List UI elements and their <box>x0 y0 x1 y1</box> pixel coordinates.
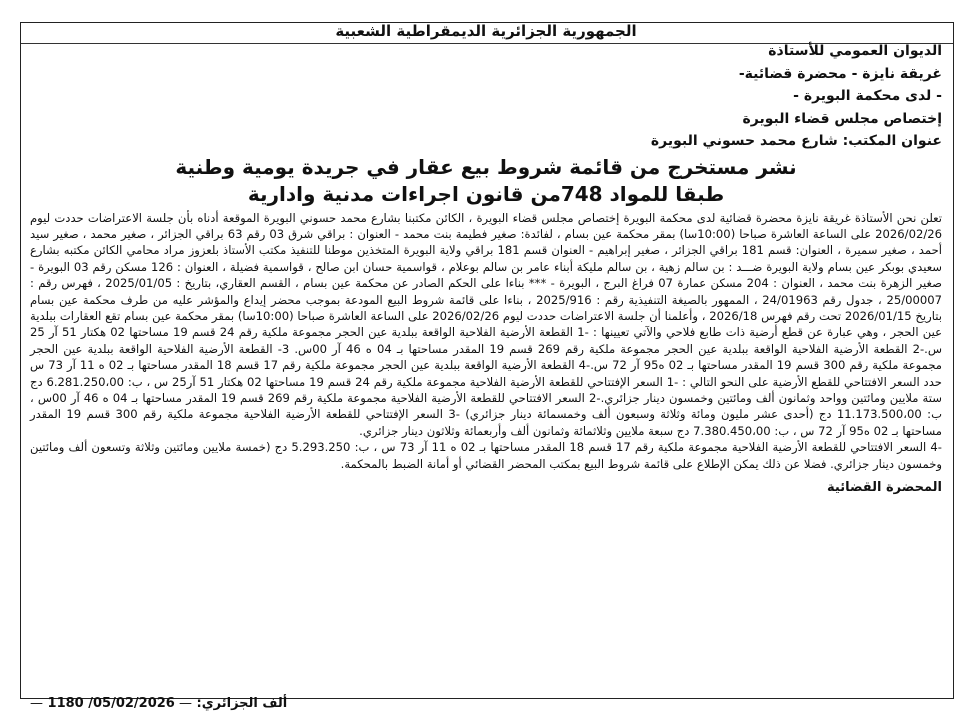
notice-subheadline: طبقا للمواد 748من قانون اجراءات مدنية وادارية <box>247 181 725 206</box>
bailiff-name: غريقة نايزة - محضرة قضائية- <box>738 65 942 82</box>
signature-label: المحضرة القضائية <box>827 480 942 495</box>
notice-body <box>30 210 942 473</box>
jurisdiction: إختصاص مجلس قضاء البويرة <box>742 110 942 127</box>
office-name: الديوان العمومي للأستاذة <box>768 43 942 59</box>
office-address: عنوان المكتب: شارع محمد حسوني البويرة <box>650 133 942 149</box>
court-name: - لدى محكمة البويرة - <box>793 88 942 104</box>
body-paragraph: تعلن نحن الأستاذة غريقة نايزة محضرة قضائية لدى محكمة البويرة إختصاص مجلس قضاء البويرة ، الكائن مكتبنا بشارع محمد حسوني البويرة الموقعة أدناه بأن جلسة الاعتراضات حددت ليوم 2026/02/26 على الساعة العاشرة صباحا (10:00سا) بمقر محكمة عين بسام ، لفائدة: صغير فطيمة بنت محمد - العنوان : براقي شرق 03 رقم 63 براقي الجزائر ، صغير محمد ، صغير سيد أحمد ، صغير سميرة ، العنوان: قسم 181 براقي الجزائر ، صغير إبراهيم - العنوان قسم 181 براقي ولاية البويرة المتخذين موطنا للتنفيذ مكتب الأستاذ بلعزوز مراد محامي الكائن مكتبه بشارع سعيدي بوبكر عين بسام ولاية البويرة ضـــد : بن سالم زهية ، بن سالم مليكة أبناء عامر بن سالم بوعلام ، قواسمية حسان ابن صالح ، قواسمية فضيلة ، العنوان : 126 مسكن رقم 03 البويرة - صغير الزهرة بنت محمد ، العنوان : 204 مسكن عمارة 07 فراغ البرج ، البويرة - *** بناءا على الحكم الصادر عن محكمة عين بسام ، القسم العقاري، بتاريخ : 2025/01/05 ، فهرس رقم : 25/00007 ، جدول رقم 24/01963 ، الممهور بالصيغة التنفيذية رقم : 2025/916 ، بناءا على قائمة شروط البيع المودعة بموجب محضر إيداع والمؤشر عليه من طرف محكمة عين بسام بتاريخ 2026/01/15 تحت رقم فهرس 2026/18 ، وأعلمنا أن جلسة الاعتراضات حددت ليوم 2026/02/26 على الساعة العاشرة صباحا (10:00سا) بمقر محكمة عين بسام تقع العقارات ببلدية عين الحجر ، وهي عبارة عن قطع أرضية ذات طابع فلاحي والآتي تعيينها : -1 القطعة الأرضية الفلاحية الواقعة ببلدية عين الحجر مجموعة ملكية رقم 24 قسم 19 مساحتها 02 هكتار 51 آر 25 س.-2 القطعة الأرضية الفلاحية الواقعة ببلدية عين الحجر مجموعة ملكية رقم 269 قسم 19 المقدر مساحتها بـ 04 ه 46 آر 00س. 3- القطعة الأرضية الفلاحية الواقعة ببلدية عين الحجر مجموعة ملكية رقم 300 قسم 19 المقدر مساحتها بـ 02 ه95 آر 72 س.-4 القطعة الأرضية الواقعة ببلدية عين الحجر مجموعة ملكية رقم 17 قسم 18 المقدر مساحتها بـ 02 ه 11 آر 73 س حدد السعر الافتتاحي للقطع الأرضية على النحو التالي : -1 السعر الإفتتاحي للقطعة الأرضية الفلاحية مجموعة ملكية رقم 24 قسم 19 مساحتها 02 هكتار 51 آر25 س ، ب: 6.281.250،00 دج ستة ملايين ومائتين وواحد وثمانون ألف ومائتين وخمسون دينار جزائري.-2 السعر الافتتاحي للقطعة الأرضية الفلاحية مجموعة ملكية رقم 269 قسم 19 المقدر مساحتها بـ 04 ه 46 آر 00س ، ب: 11.173.500،00 دج (أحدى عشر مليون ومائة وثلاثة وسبعون ألف وخمسمائة دينار جزائري) -3 السعر الإفتتاحي للقطعة الأرضية الفلاحية مجموعة ملكية رقم 300 قسم 19 المقدر مساحتها بـ 02 ه95 آر 72 س ، ب: 7.380.450،00 دج سبعة ملايين وثلاثمائة وثمانون ألف وأربعمائة وثلاثون دينار جزائري. <box>30 210 943 438</box>
footer-separator: — <box>174 696 192 711</box>
republic-title: الجمهورية الجزائرية الديمقراطية الشعبية <box>335 22 637 40</box>
body-paragraph: -4 السعر الافتتاحي للقطعة الأرضية الفلاحية مجموعة ملكية رقم 17 قسم 18 المقدر مساحتها بـ 02 ه 11 آر 73 س ، ب: 5.293.250 دج (خمسة ملايين ومائتين وثلاثة وتسعون ألف ومائتين وخمسون دينار جزائري. فضلا عن ذلك يمكن الإطلاع على قائمة شروط البيع بمكتب المحضر القضائي أو أمانة الضبط بالمحكمة. <box>30 440 942 471</box>
footer-separator: — <box>30 696 43 711</box>
notice-headline: نشر مستخرج من قائمة شروط بيع عقار في جريدة يومية وطنية <box>175 154 797 179</box>
publication-footer <box>30 696 287 711</box>
legal-notice <box>30 22 942 697</box>
newspaper-name: ألف الجزائري: <box>196 696 288 711</box>
publication-reference: 1180 /05/02/2026 <box>47 696 175 711</box>
